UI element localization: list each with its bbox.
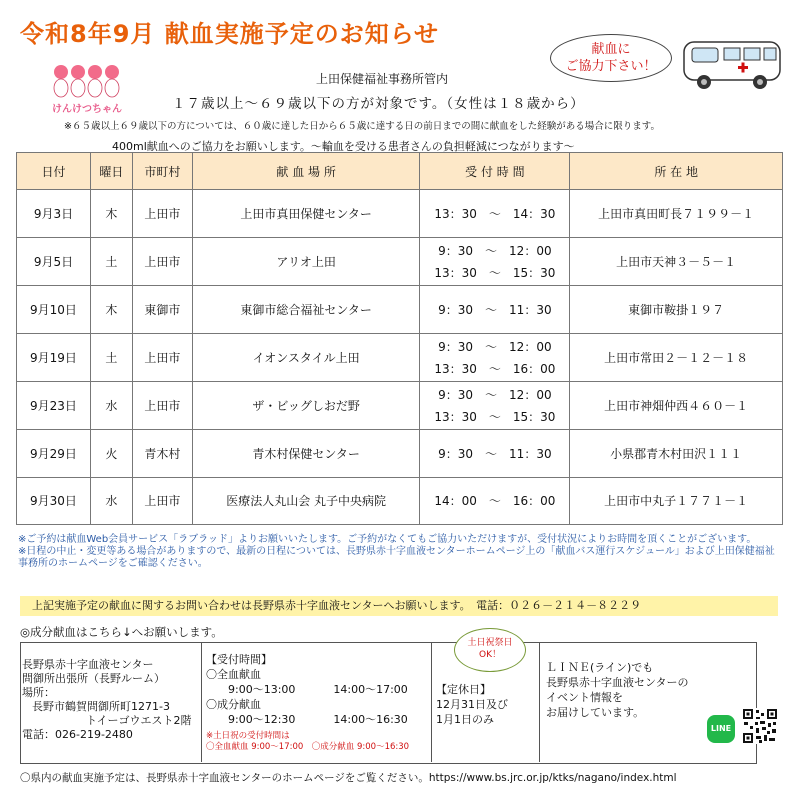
closed-heading: 【定休日】 xyxy=(436,683,491,696)
date-cell: 9月19日 xyxy=(17,334,91,382)
mascot-caption: けんけつちゃん xyxy=(52,104,122,115)
time-slot: 9：30 ～ 12：00 xyxy=(438,339,552,354)
time-cell xyxy=(420,478,570,525)
time-slot: 9：30 ～ 11：30 xyxy=(438,302,552,317)
city-cell: 東御市 xyxy=(132,286,192,334)
room-building: トイーゴウエスト2階 xyxy=(86,714,192,727)
room-address: 長野市鶴賀問御所町1271-3 xyxy=(32,700,170,713)
date-cell: 9月23日 xyxy=(17,382,91,430)
closed-line: 12月31日及び xyxy=(436,698,508,711)
time-cell xyxy=(420,382,570,430)
divider xyxy=(201,642,202,762)
whole-blood-pm: 14:00～17:00 xyxy=(333,683,408,696)
time-slot: 13：30 ～ 16：00 xyxy=(434,361,556,376)
room-subname: 問御所出張所（長野ルーム） xyxy=(22,672,165,685)
speech-bubble xyxy=(550,34,672,82)
qr-code-icon[interactable] xyxy=(742,708,778,744)
column-header: 曜日 xyxy=(90,153,132,190)
donation-request: 400ml献血へのご協力をお願いします。～輸血を受ける患者さんの負担軽減につながります～ xyxy=(112,140,575,153)
bubble-line: 献血に xyxy=(591,42,631,57)
holiday-hours-note: ※土日祝の受付時間は xyxy=(206,731,290,741)
city-cell: 上田市 xyxy=(132,382,192,430)
time-slot: 13：30 ～ 15：30 xyxy=(434,409,556,424)
weekday-cell: 水 xyxy=(90,478,132,525)
office-name: 上田保健福祉事務所管内 xyxy=(316,72,449,86)
whole-blood-label: 〇全血献血 xyxy=(206,668,261,681)
closed-line: 1月1日のみ xyxy=(436,713,494,726)
holiday-hours: 〇全血献血 9:00～17:00 〇成分献血 9:00～16:30 xyxy=(206,742,410,752)
mascot-illustration xyxy=(52,58,122,104)
table-header-row xyxy=(17,153,783,190)
place-cell: ザ・ビッグしおだ野 xyxy=(192,382,420,430)
blood-bus-icon xyxy=(678,30,788,92)
divider xyxy=(431,642,432,762)
schedule-change-note: ※日程の中止・変更等ある場合がありますので、最新の日程については、長野県赤十字血液センターホームページ上の「献血バス運行スケジュール」および上田保健福祉事務所のホームページをご確認ください。 xyxy=(18,546,775,569)
eligibility-text: １７歳以上～６９歳以下の方が対象です。（女性は１８歳から） xyxy=(172,96,585,112)
weekday-cell: 土 xyxy=(90,334,132,382)
divider xyxy=(539,642,540,762)
table-row xyxy=(17,334,783,382)
line-text: イベント情報を xyxy=(546,691,623,704)
table-row xyxy=(17,382,783,430)
address-cell: 小県郡青木村田沢１１１ xyxy=(570,430,783,478)
weekday-cell: 木 xyxy=(90,286,132,334)
weekend-ok-bubble xyxy=(454,628,526,672)
column-header: 所 在 地 xyxy=(570,153,783,190)
line-text: お届けしています。 xyxy=(546,706,645,719)
column-header: 受 付 時 間 xyxy=(420,153,570,190)
line-info xyxy=(546,660,689,720)
city-cell: 青木村 xyxy=(132,430,192,478)
contact-bar: 上記実施予定の献血に関するお問い合わせは長野県赤十字血液センターへお願いします。 電話：０２６－２１４－８２２９ xyxy=(20,596,778,616)
schedule-table xyxy=(16,152,783,525)
hours-heading: 【受付時間】 xyxy=(206,653,272,666)
time-slot: 13：30 ～ 15：30 xyxy=(434,265,556,280)
address-cell: 上田市天神３－５－１ xyxy=(570,238,783,286)
address-cell: 東御市鞍掛１９７ xyxy=(570,286,783,334)
component-pm: 14:00～16:30 xyxy=(333,713,408,726)
time-slot: 13：30 ～ 14：30 xyxy=(434,206,556,221)
place-cell: イオンスタイル上田 xyxy=(192,334,420,382)
table-row xyxy=(17,286,783,334)
place-cell: 上田市真田保健センター xyxy=(192,190,420,238)
place-cell: アリオ上田 xyxy=(192,238,420,286)
room-info xyxy=(22,658,191,742)
address-cell: 上田市中丸子１７７１－１ xyxy=(570,478,783,525)
address-cell: 上田市真田町長７１９９－１ xyxy=(570,190,783,238)
whole-blood-am: 9:00～13:00 xyxy=(228,683,296,696)
date-cell: 9月10日 xyxy=(17,286,91,334)
line-text: ＬＩＮＥ(ライン)でも xyxy=(546,661,654,674)
reservation-note: ※ご予約は献血Web会員サービス「ラブラッド」よりお願いいたします。ご予約がなくてもご協力いただけますが、受付状況によりお時間を頂くことがございます。 xyxy=(18,534,757,545)
table-row xyxy=(17,190,783,238)
date-cell: 9月30日 xyxy=(17,478,91,525)
time-cell xyxy=(420,238,570,286)
weekday-cell: 木 xyxy=(90,190,132,238)
age-note: ※６５歳以上６９歳以下の方については、６０歳に達した日から６５歳に達する日の前日までの間に献血をした経験がある場合に限ります。 xyxy=(64,121,661,132)
footer-text: 〇県内の献血実施予定は、長野県赤十字血液センターのホームページをご覧ください。https://www.bs.jrc.or.jp/ktks/nagano/index.html xyxy=(20,772,677,784)
bubble-line: ご協力下さい！ xyxy=(565,59,657,74)
page-title: 令和8年9月 献血実施予定のお知らせ xyxy=(20,20,440,48)
notes-block xyxy=(18,534,783,570)
weekday-cell: 土 xyxy=(90,238,132,286)
closed-days xyxy=(436,682,508,727)
column-header: 市町村 xyxy=(132,153,192,190)
city-cell: 上田市 xyxy=(132,478,192,525)
column-header: 献 血 場 所 xyxy=(192,153,420,190)
place-cell: 医療法人丸山会 丸子中央病院 xyxy=(192,478,420,525)
weekday-cell: 火 xyxy=(90,430,132,478)
time-cell xyxy=(420,430,570,478)
weekday-cell: 水 xyxy=(90,382,132,430)
address-cell: 上田市神畑仲西４６０－１ xyxy=(570,382,783,430)
place-cell: 青木村保健センター xyxy=(192,430,420,478)
city-cell: 上田市 xyxy=(132,190,192,238)
table-row xyxy=(17,430,783,478)
city-cell: 上田市 xyxy=(132,334,192,382)
city-cell: 上田市 xyxy=(132,238,192,286)
component-label: 〇成分献血 xyxy=(206,698,261,711)
table-row xyxy=(17,238,783,286)
time-slot: 9：30 ～ 12：00 xyxy=(438,243,552,258)
date-cell: 9月29日 xyxy=(17,430,91,478)
time-slot: 9：30 ～ 11：30 xyxy=(438,446,552,461)
time-cell xyxy=(420,334,570,382)
room-name: 長野県赤十字血液センター xyxy=(22,658,154,671)
room-phone: 電話：026-219-2480 xyxy=(22,728,133,741)
date-cell: 9月5日 xyxy=(17,238,91,286)
address-cell: 上田市常田２－１２－１８ xyxy=(570,334,783,382)
column-header: 日付 xyxy=(17,153,91,190)
room-address-label: 場所： xyxy=(22,686,55,699)
bubble-line: 土日祝祭日 xyxy=(467,638,513,648)
line-app-icon[interactable]: LINE xyxy=(707,715,735,743)
component-donation-heading: ◎成分献血はこちら↓へお願いします。 xyxy=(20,625,223,639)
component-am: 9:00～12:30 xyxy=(228,713,296,726)
date-cell: 9月3日 xyxy=(17,190,91,238)
time-cell xyxy=(420,190,570,238)
time-slot: 14：00 ～ 16：00 xyxy=(434,494,556,508)
time-cell xyxy=(420,286,570,334)
time-slot: 9：30 ～ 12：00 xyxy=(438,387,552,402)
table-row xyxy=(17,478,783,525)
place-cell: 東御市総合福祉センター xyxy=(192,286,420,334)
reception-hours xyxy=(206,652,409,753)
line-text: 長野県赤十字血液センターの xyxy=(546,676,689,689)
bubble-line: OK！ xyxy=(479,650,501,660)
